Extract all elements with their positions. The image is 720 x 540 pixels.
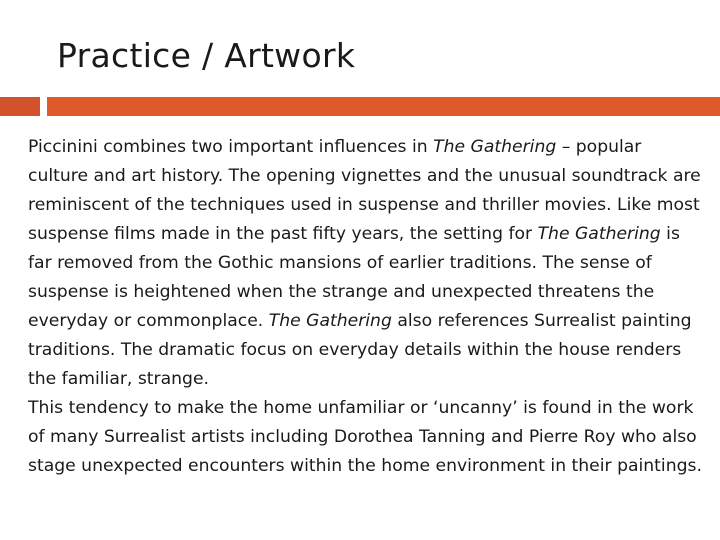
body-paragraph-1 (28, 133, 702, 394)
paragraph-1-text: is far removed from the Gothic mansions of earlier traditions. The sense of suspense is heightened when the strange and unexpected threatens the everyday or commonplace. (28, 224, 680, 331)
title-rule-gap (40, 97, 47, 116)
paragraph-1-text: Piccinini combines two important influences in (28, 137, 434, 157)
title-rule-block (0, 97, 40, 116)
artwork-title-italic: The Gathering (433, 137, 557, 157)
artwork-title-italic: The Gathering (537, 224, 661, 244)
artwork-title-italic: The Gathering (268, 311, 392, 331)
paragraph-1-text: also references Surrealist painting traditions. The dramatic focus on everyday details within the house renders the familiar, strange. (28, 311, 692, 389)
paragraph-1-text: – popular culture and art history. The opening vignettes and the unusual soundtrack are reminiscent of the techniques used in suspense and thriller movies. Like most suspense films made in the past fifty years, the setting for (28, 137, 701, 244)
slide-title: Practice / Artwork (57, 36, 356, 75)
title-rule-line (47, 97, 720, 116)
body-paragraph-2 (28, 394, 702, 481)
paragraph-2-text: This tendency to make the home unfamiliar or ‘uncanny’ is found in the work of many Surrealist artists including Dorothea Tanning and Pierre Roy who also stage unexpected encounters within the home environment in their paintings. (28, 398, 702, 476)
slide-body (28, 133, 702, 481)
